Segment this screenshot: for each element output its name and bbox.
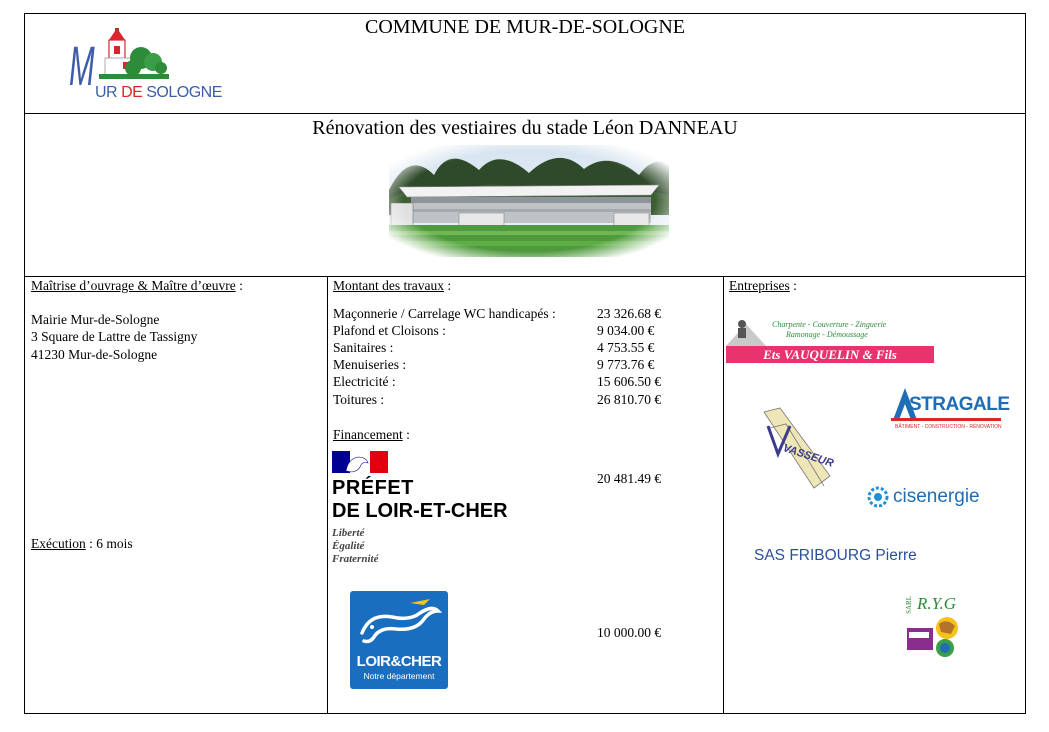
- marianne-icon: [332, 451, 388, 473]
- vasseur-name: VASSEUR: [781, 442, 835, 470]
- vauquelin-tagline-1: Charpente - Couverture - Zinguerie: [772, 320, 887, 329]
- companies-heading-line: Entreprises :: [729, 278, 797, 293]
- cisenergie-name: cisenergie: [893, 486, 980, 507]
- astragale-logo: [887, 386, 1010, 446]
- prefet-logo: [332, 451, 522, 571]
- project-title: Rénovation des vestiaires du stade Léon DANNEAU: [312, 117, 738, 139]
- dept-subtitle: Notre département: [363, 671, 435, 681]
- fribourg-name: SAS FRIBOURG Pierre: [754, 547, 917, 564]
- roofer-icon: [726, 316, 766, 346]
- stadium-photo: [389, 145, 669, 257]
- astragale-subtitle: BÂTIMENT - CONSTRUCTION - RÉNOVATION: [895, 424, 1002, 430]
- astragale-name: STRAGALE: [909, 394, 1010, 415]
- ryg-badges-icon: [905, 614, 965, 660]
- owner-address-line-3: 41230 Mur-de-Sologne: [31, 347, 158, 362]
- execution-line: Exécution : 6 mois: [31, 536, 133, 551]
- commune-logo: [69, 22, 222, 110]
- vasseur-logo: [760, 406, 838, 490]
- works-heading-line: Montant des travaux :: [333, 278, 452, 293]
- dept-name: LOIR&CHER: [356, 653, 442, 670]
- republic-motto: Liberté Égalité Fraternité: [332, 527, 379, 565]
- prefet-line-2: DE LOIR-ET-CHER: [332, 500, 508, 522]
- salamander-icon: [350, 591, 448, 651]
- owner-heading-line: Maîtrise d’ouvrage & Maître d’œuvre :: [31, 278, 243, 293]
- page-title: COMMUNE DE MUR-DE-SOLOGNE: [365, 16, 685, 38]
- vauquelin-name: Ets VAUQUELIN & Fils: [726, 346, 934, 363]
- prefet-line-1: PRÉFET: [332, 477, 414, 499]
- loir-et-cher-logo: [350, 591, 448, 689]
- document-frame: COMMUNE DE MUR-DE-SOLOGNE M UR DE SOLOGNE Rénovation des vestiaires du stade Léon DANNEAU Maîtrise d’ouvrage & Maître d’œuvre : Mairie Mur-de-Sologne 3 Square de Lattre de Tassigny 41230 Mur-de-Sologne Exécution : 6 mois Montant des travaux : Maçonnerie / Carrelage WC handicapés : 23 326.68 € Plafond et Cloisons : 9 034.00 € Sanitaires : 4 753.55 € Menuiseries : 9 773.76 € Electricité : 15 606.50 € Toitures : 26 810.70 € Financement : PRÉFET DE LOIR-ET-CHER Liberté Égalité Fraternité 20 481.49 € LOIR&CHER Notre département 10 000.00 € Entreprises : Charpente - Couverture - Zinguerie Ramonage - Démoussage Ets VAUQUELIN & Fils STRAGALE BÂTIMENT - CONSTRUCTION - RÉNOVATION VASSEUR cisenergie SAS FRIBOURG Pierre SARL R.Y.G: [24, 13, 1026, 714]
- owner-address-line-1: Mairie Mur-de-Sologne: [31, 312, 160, 327]
- ryg-name: R.Y.G: [917, 594, 957, 613]
- logo-initial: M: [69, 34, 95, 97]
- financing-heading-line: Financement :: [333, 427, 410, 442]
- vauquelin-logo: [726, 316, 936, 364]
- ryg-logo: [905, 594, 969, 662]
- vauquelin-tagline-2: Ramonage - Démoussage: [786, 330, 868, 339]
- logo-wordmark: UR DE SOLOGNE: [95, 84, 222, 101]
- ryg-side-text: SARL: [905, 596, 913, 614]
- owner-address-line-2: 3 Square de Lattre de Tassigny: [31, 329, 198, 344]
- prefet-amount: 20 481.49 €: [597, 471, 662, 486]
- dept-amount: 10 000.00 €: [597, 625, 662, 640]
- cisenergie-logo: [867, 486, 991, 512]
- sun-icon: [867, 486, 889, 508]
